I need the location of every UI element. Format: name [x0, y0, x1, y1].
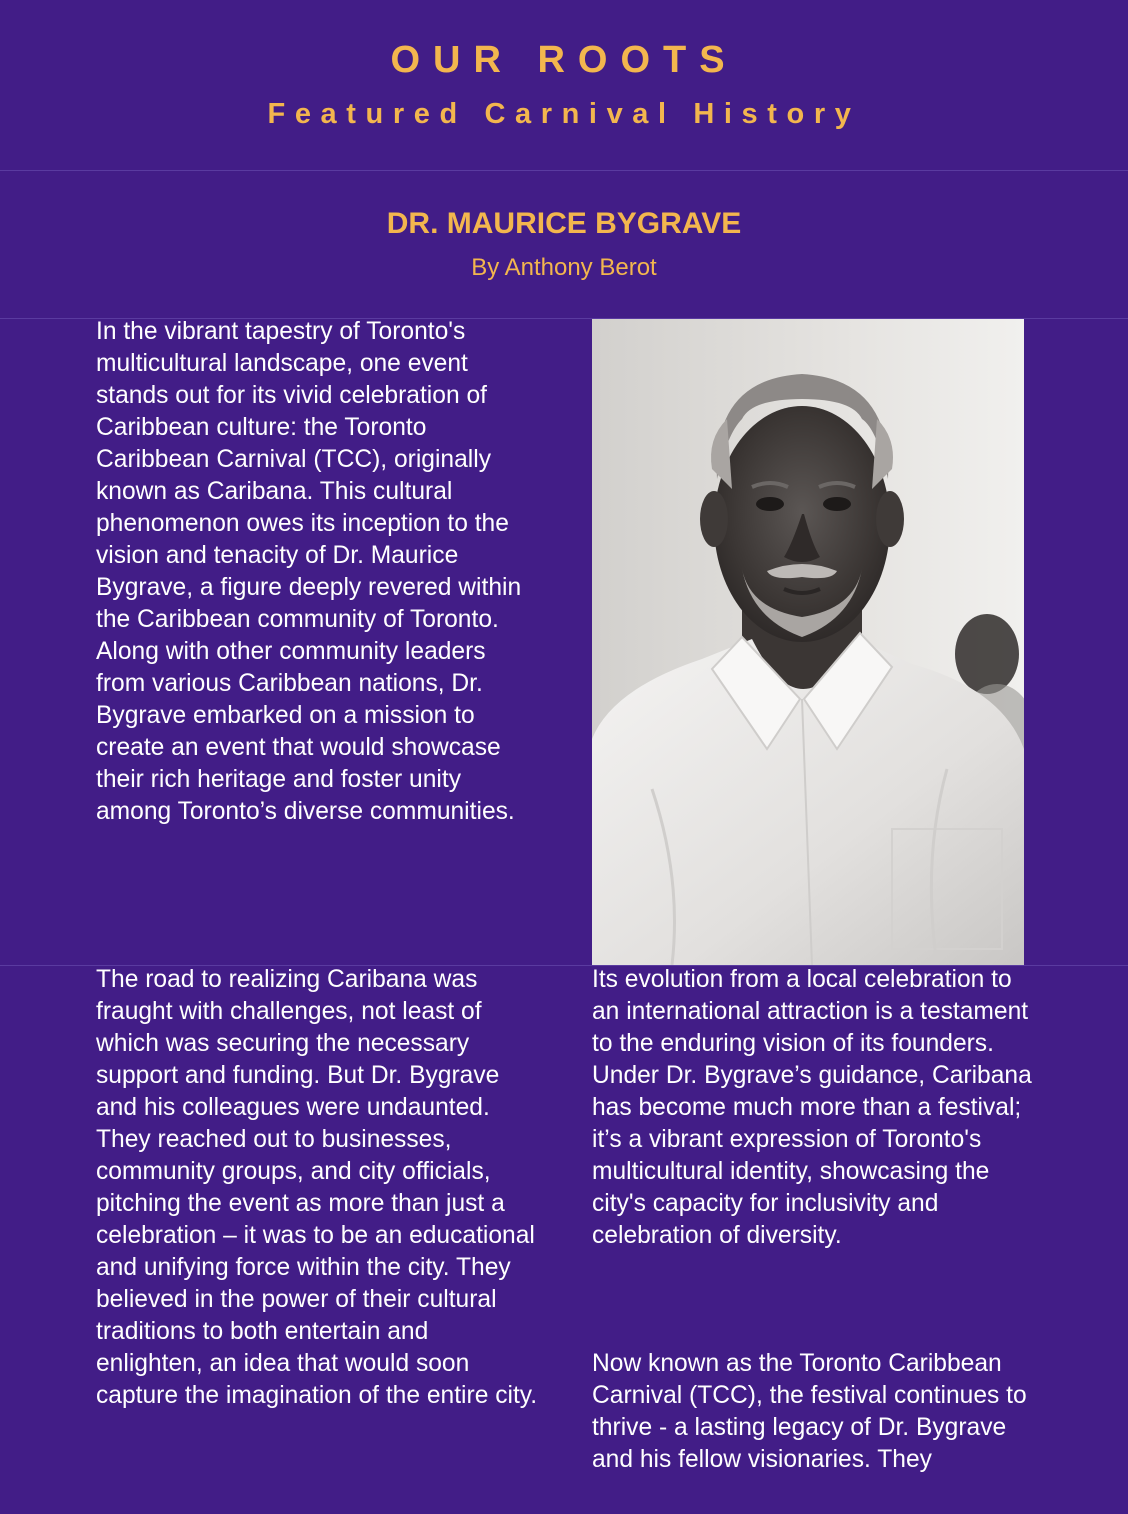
article-paragraph-evolution: Its evolution from a local celebration to an international attraction is a testament to the enduring vision of its founders. Under Dr. Bygrave’s guidance, Caribana has become much more than a festival; it’s a vibrant expression of Toronto's multicultural identity, showcasing the city's capacity for inclusivity and celebration of diversity. — [592, 966, 1032, 1249]
article-paragraph-intro: In the vibrant tapestry of Toronto's multicultural landscape, one event stands out for its vivid celebration of Caribbean culture: the Toronto Caribbean Carnival (TCC), originally known as Caribana. This cultural phenomenon owes its inception to the vision and tenacity of Dr. Maurice Bygrave, a figure deeply revered within the Caribbean community of Toronto. Along with other community leaders from various Caribbean nations, Dr. Bygrave embarked on a mission to create an event that would showcase their rich heritage and foster unity among Toronto’s diverse communities. — [96, 318, 522, 825]
portrait-photo — [592, 319, 1024, 965]
article-paragraph-legacy: Now known as the Toronto Caribbean Carnival (TCC), the festival continues to thrive - a lasting legacy of Dr. Bygrave and his fellow visionaries. They — [592, 1350, 1027, 1473]
section-header — [0, 0, 1128, 171]
section-title: OUR ROOTS — [390, 39, 738, 81]
section-subtitle: Featured Carnival History — [267, 98, 861, 130]
article-byline: By Anthony Berot — [471, 254, 657, 281]
article-paragraph-challenges: The road to realizing Caribana was fraught with challenges, not least of which was securing the necessary support and funding. But Dr. Bygrave and his colleagues were undaunted. They reached out to businesses, community groups, and city officials, pitching the event as more than just a celebration – it was to be an educational and unifying force within the city. They believed in the power of their cultural traditions to both entertain and enlighten, an idea that would soon capture the imagination of the entire city. — [96, 966, 538, 1409]
article-title: DR. MAURICE BYGRAVE — [386, 207, 742, 240]
article-heading — [0, 171, 1128, 319]
